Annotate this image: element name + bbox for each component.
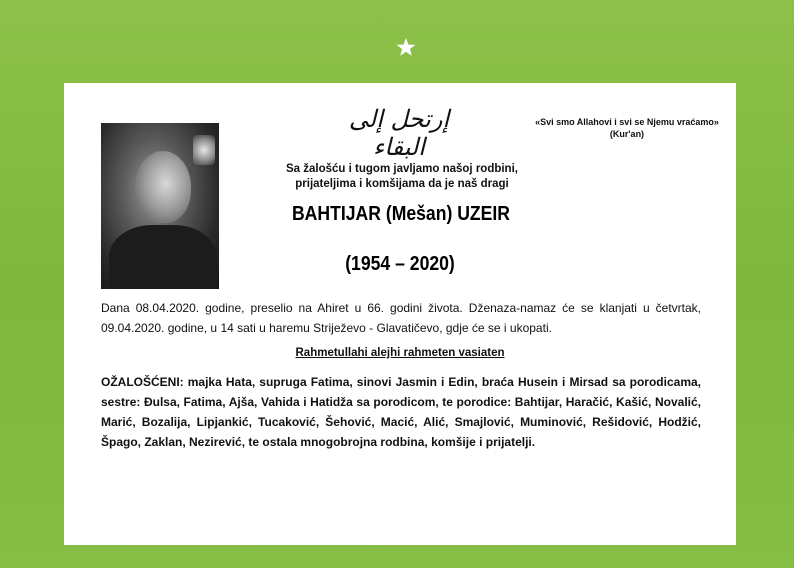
portrait-photo	[101, 123, 219, 289]
announcement-text: Dana 08.04.2020. godine, preselio na Ahiret u 66. godini života. Dženaza-namaz će se klanjati u četvrtak, 09.04.2020. godine, u 14 sati u haremu Striježevo - Glavatičevo, gdje će se i ukopati.	[101, 301, 701, 335]
mourners-list: OŽALOŠĆENI: majka Hata, supruga Fatima, sinovi Jasmin i Edin, braća Husein i Mirsad sa porodicama, sestre: Đulsa, Fatima, Ajša, Vahida i Hatidža sa porodicom, te porodice: Bahtijar, Haračić, Kašić, Novalić, Marić, Bozalija, Lipjankić, Tucaković, Šehović, Macić, Alić, Smajlović, Muminović, Rešidović, Hodžić, Špago, Zaklan, Nezirević, te ostala mnogobrojna rodbina, komšije i prijatelji.	[101, 375, 701, 449]
life-years: (1954 – 2020)	[345, 253, 455, 275]
intro-text: Sa žalošću i tugom javljamo našoj rodbini, prijateljima i komšijama da je naš dragi	[286, 163, 518, 190]
obituary-card	[64, 83, 736, 545]
arabic-calligraphy: إرتحل إلى البقاء	[348, 105, 450, 161]
deceased-name: BAHTIJAR (Mešan) UZEIR	[291, 203, 511, 225]
crescent-star-icon	[370, 18, 430, 74]
quran-quote: «Svi smo Allahovi i svi se Njemu vraćamo» (Kur'an)	[535, 117, 719, 139]
prayer-line: Rahmetullahi alejhi rahmeten vasiaten	[295, 347, 505, 359]
